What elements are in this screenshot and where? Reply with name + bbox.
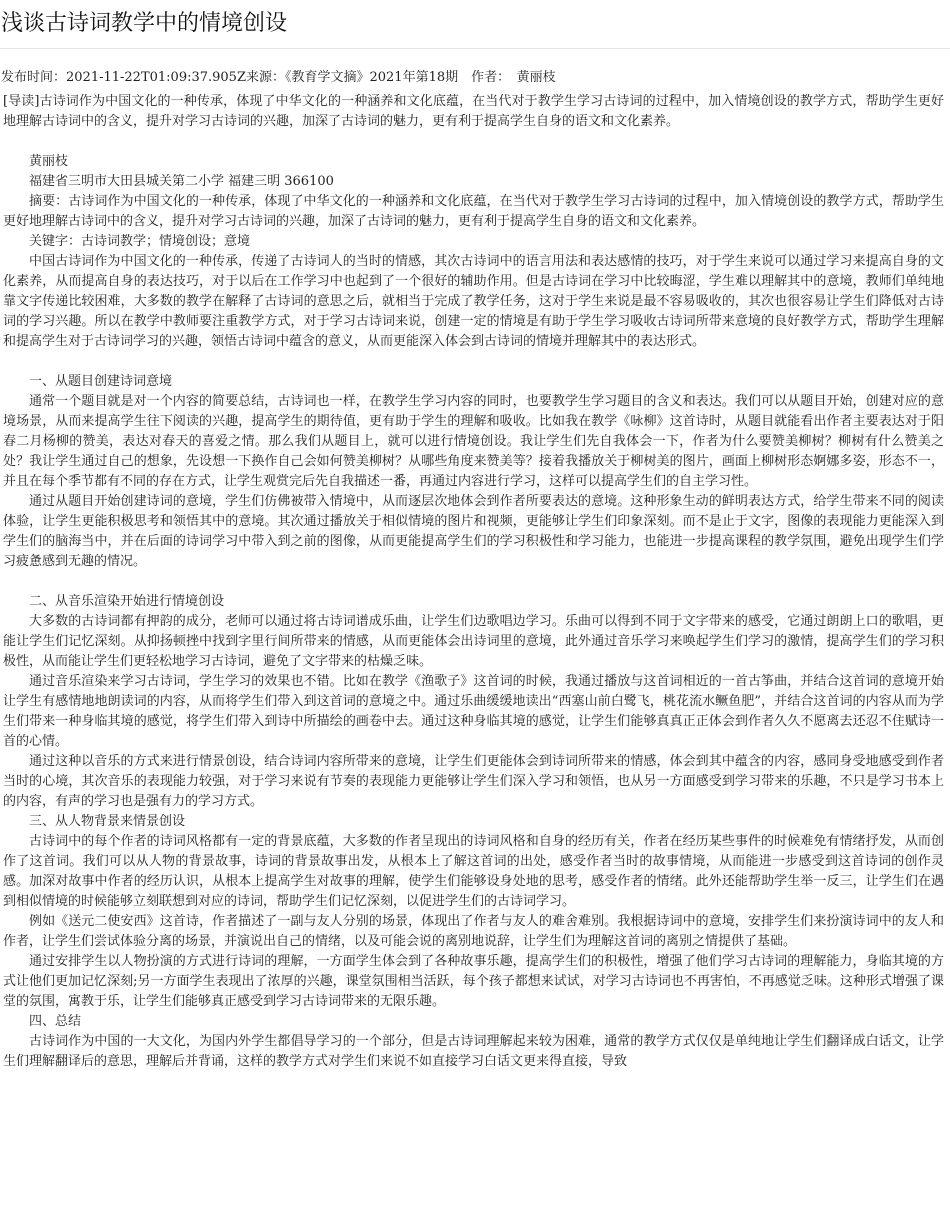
spacer — [3, 572, 944, 592]
spacer — [0, 132, 950, 152]
keywords: 关键字：古诗词教学；情境创设；意境 — [29, 234, 251, 249]
body-paragraph: 古诗词作为中国的一大文化，为国内外学生都倡导学习的一个部分，但是古诗词理解起来较为困难，通常的教学方式仅仅是单纯地让学生们翻译成白话文，让学生们理解翻译后的意思，理解后并背诵，这样的教学方式对学生们来说不如直接学习白话文更来得直接，导致 — [3, 1034, 944, 1069]
body-paragraph: 中国古诗词作为中国文化的一种传承，传递了古诗词人的当时的情感，其次古诗词中的语言用法和表达感情的技巧，对于学生来说可以通过学习来提高自身的文化素养，从而提高自身的表达技巧，对于以后在工作学习中也起到了一个很好的辅助作用。但是古诗词在学习中比较晦涩，学生难以理解其中的意境，教师们单纯地靠文字传递比较困难，大多数的教学在解释了古诗词的意思之后，就相当于完成了教学任务，这对于学生来说是最不容易吸收的，其次也很容易让学生们降低对古诗词的学习兴趣。所以在教学中教师要注重教学方式，对于学习古诗词来说，创建一定的情境是有助于学生学习吸收古诗词所带来意境的良好教学方式，帮助学生理解和提高学生对于古诗词学习的兴趣，领悟古诗词中蕴含的意义，从而更能深入体会到古诗词的情境并理解其中的表达形式。 — [3, 254, 944, 349]
abstract: 摘要：古诗词作为中国文化的一种传承，体现了中华文化的一种涵养和文化底蕴，在当代对于教学生学习古诗词的过程中，加入情境创设的教学方式，帮助学生更好地理解古诗词中的含义，提升对学习古诗词的兴趣，加深了古诗词的魅力，更有利于提高学生自身的语文和文化素养。 — [3, 194, 944, 229]
section-heading: 四、总结 — [29, 1014, 82, 1029]
body-paragraph: 大多数的古诗词都有押韵的成分，老师可以通过将古诗词谱成乐曲，让学生们边歌唱边学习。乐曲可以得到不同于文字带来的感受，它通过朗朗上口的歌唱，更能让学生们记忆深刻。从抑扬顿挫中找到字里行间所带来的情感，从而更能体会出诗词里的意境，此外通过音乐学习来唤起学生们学习的激情，提高学生们的学习积极性，从而能让学生们更轻松地学习古诗词，避免了文字带来的枯燥乏味。 — [3, 614, 944, 669]
body-paragraph: 通过从题目开始创建诗词的意境，学生们仿佛被带入情境中，从而逐层次地体会到作者所要表达的意境。这种形象生动的鲜明表达方式，给学生带来不同的阅读体验，让学生更能积极思考和领悟其中的意境。其次通过播放关于相似情境的图片和视频，更能够让学生们印象深刻。而不是止于文字，图像的表现能力更能深入到学生们的脑海当中，并在后面的诗词学习中带入到之前的图像，从而更能提高学生们的学习积极性和学习能力，也能进一步提高课程的教学氛围，避免出现学生们学习疲惫感到无趣的情况。 — [3, 494, 944, 569]
body-paragraph: 通过音乐渲染来学习古诗词，学生学习的效果也不错。比如在教学《渔歌子》这首词的时候，我通过播放与这首词相近的一首古筝曲，并结合这首词的意境开始让学生有感情地地朗读词的内容，从而将学生们带入到这首词的意境之中。通过乐曲缓缓地读出“西塞山前白鹭飞，桃花流水鳜鱼肥”，并结合这首词的内容从而为学生们带来一种身临其境的感觉，将学生们带入到诗中所描绘的画卷中去。通过这种身临其境的感觉，让学生们能够真真正正体会到作者久久不愿离去还忍不住赋诗一首的心情。 — [3, 674, 944, 749]
body-paragraph: 通过这种以音乐的方式来进行情景创设，结合诗词内容所带来的意境，让学生们更能体会到诗词所带来的情感，体会到其中蕴含的内容，感同身受地感受到作者当时的心境，其次音乐的表现能力较强，对于学习来说有节奏的表现能力更能够让学生们深入学习和领悟，也从另一方面感受到学习带来的乐趣，不只是学习书本上的内容，有声的学习也是强有力的学习方式。 — [3, 754, 944, 809]
author-affiliation: 福建省三明市大田县城关第二小学 福建三明 366100 — [29, 174, 334, 189]
body-paragraph: 例如《送元二使安西》这首诗，作者描述了一副与友人分别的场景，体现出了作者与友人的难舍难别。我根据诗词中的意境，安排学生们来扮演诗词中的友人和作者，让学生们尝试体验分离的场景，并演说出自己的情绪，以及可能会说的离别地说辞，让学生们为理解这首词的离别之情提供了基础。 — [3, 914, 944, 949]
body-paragraph: 通过安排学生以人物扮演的方式进行诗词的理解，一方面学生体会到了各种故事乐趣，提高学生们的积极性，增强了他们学习古诗词的理解能力，身临其境的方式让他们更加记忆深刻;另一方面学生表现出了浓厚的兴趣，课堂氛围相当活跃，每个孩子都想来试试，对学习古诗词也不再害怕，不再感觉乏味。这种形式增强了课堂的氛围，寓教于乐，让学生们能够真正感受到学习古诗词带来的无限乐趣。 — [3, 954, 944, 1009]
section-heading: 三、从人物背景来情景创设 — [29, 814, 186, 829]
title-divider — [0, 48, 950, 49]
article-title: 浅谈古诗词教学中的情境创设 — [1, 11, 288, 36]
section-heading: 二、从音乐渲染开始进行情境创设 — [29, 594, 225, 609]
author-name: 黄丽枝 — [29, 154, 69, 169]
spacer — [3, 352, 944, 372]
body-paragraph: 通常一个题目就是对一个内容的简要总结，古诗词也一样，在教学生学习内容的同时，也要教学生学习题目的含义和表达。我们可以从题目开始，创建对应的意境场景，从而来提高学生往下阅读的兴趣，提高学生的期待值，更有助于学生的理解和吸收。比如我在教学《咏柳》这首诗时，从题目就能看出作者主要表达对于阳春二月杨柳的赞美，表达对春天的喜爱之情。那么我们从题目上，就可以进行情境创设。我让学生们先自我体会一下，作者为什么要赞美柳树？柳树有什么赞美之处？我让学生通过自己的想象，先设想一下换作自己会如何赞美柳树？从哪些角度来赞美等？接着我播放关于柳树美的图片，画面上柳树形态婀娜多姿，形态不一，并且在每个季节都有不同的存在方式，让学生观赏完后先自我描述一番，再通过内容进行学习，这样可以提高学生们的自主学习性。 — [3, 394, 944, 489]
body-paragraph: 古诗词中的每个作者的诗词风格都有一定的背景底蕴，大多数的作者呈现出的诗词风格和自身的经历有关，作者在经历某些事件的时候难免有情绪抒发，从而创作了这首词。我们可以从人物的背景故事，诗词的背景故事出发，从根本上了解这首词的出处，感受作者当时的故事情境，从而能进一步感受到这首诗词的创作灵感。加深对故事中作者的经历认识，从根本上提高学生对故事的理解，使学生们能够设身处地的思考，感受作者的情绪。此外还能帮助学生举一反三，让学生们在遇到相似情境的时候能够立刻联想到对应的诗词，帮助学生们记忆深刻，以促进学生们的古诗词学习。 — [3, 834, 944, 909]
article-lead: [导读]古诗词作为中国文化的一种传承，体现了中华文化的一种涵养和文化底蕴，在当代对于教学生学习古诗词的过程中，加入情境创设的教学方式，帮助学生更好地理解古诗词中的含义，提升对学习古诗词的兴趣，加深了古诗词的魅力，更有利于提高学生自身的语文和文化素养。 — [3, 94, 944, 129]
article-body — [3, 152, 944, 1072]
section-heading: 一、从题目创建诗词意境 — [29, 374, 173, 389]
article-meta: 发布时间：2021-11-22T01:09:37.905Z来源：《教育学文摘》2021年第18期 作者： 黄丽枝 — [1, 70, 556, 85]
